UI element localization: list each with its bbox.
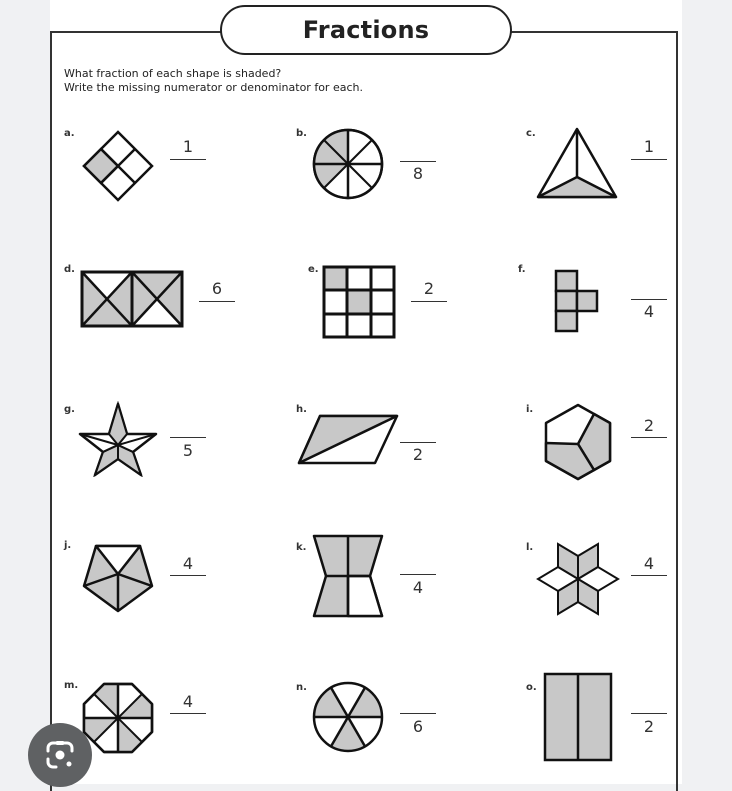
denominator: 8 <box>412 164 424 183</box>
fraction-bar <box>400 574 436 575</box>
denominator: 2 <box>643 717 655 736</box>
denominator: 2 <box>412 445 424 464</box>
denominator: 5 <box>182 441 194 460</box>
fraction-bar <box>170 575 206 576</box>
fraction-bar <box>631 713 667 714</box>
fraction-bar <box>199 301 235 302</box>
fraction-c <box>631 138 667 188</box>
circle-8-sectors-shape <box>312 128 384 200</box>
rectangle-2-halves-shape <box>543 672 613 762</box>
fraction-g <box>170 420 206 470</box>
numerator: 1 <box>182 137 194 156</box>
six-point-star-shape <box>536 542 620 616</box>
fraction-l <box>631 555 667 605</box>
octagon-8-parts-shape <box>82 682 154 754</box>
two-squares-8-triangles-shape <box>80 270 184 328</box>
item-label-g: g. <box>64 404 75 415</box>
item-label-i: i. <box>526 404 534 415</box>
fraction-m <box>170 693 206 743</box>
fraction-n <box>400 696 436 746</box>
fraction-bar <box>631 575 667 576</box>
fraction-bar <box>400 442 436 443</box>
item-label-f: f. <box>518 264 526 275</box>
instructions <box>64 67 363 95</box>
pentagon-5-triangles-shape <box>82 544 154 614</box>
numerator: 4 <box>643 554 655 573</box>
item-label-e: e. <box>308 264 319 275</box>
item-label-d: d. <box>64 264 75 275</box>
item-label-m: m. <box>64 680 79 691</box>
numerator: 2 <box>643 416 655 435</box>
hourglass-4-parts-shape <box>312 534 384 618</box>
item-label-j: j. <box>64 540 72 551</box>
denominator: 4 <box>643 302 655 321</box>
grid-3x3-shape <box>322 265 396 339</box>
instruction-line-2: Write the missing numerator or denominator for each. <box>64 81 363 94</box>
numerator: 4 <box>182 554 194 573</box>
item-label-a: a. <box>64 128 75 139</box>
fraction-d <box>199 280 235 330</box>
google-lens-icon <box>42 737 78 773</box>
diamond-4-parts-shape <box>82 130 154 202</box>
star-5-rhombi-shape <box>78 401 158 477</box>
worksheet-title: Fractions <box>220 5 512 55</box>
fraction-bar <box>170 437 206 438</box>
fraction-o <box>631 698 667 748</box>
fraction-e <box>411 280 447 330</box>
fraction-bar <box>631 437 667 438</box>
item-label-b: b. <box>296 128 307 139</box>
fraction-bar <box>170 159 206 160</box>
fraction-bar <box>400 161 436 162</box>
t-shape-4-squares-shape <box>554 269 600 333</box>
lens-search-button[interactable] <box>28 723 92 787</box>
fraction-i <box>631 417 667 467</box>
hexagon-3-parts-shape <box>544 403 612 481</box>
fraction-bar <box>411 301 447 302</box>
numerator: 4 <box>182 692 194 711</box>
fraction-bar <box>631 299 667 300</box>
circle-6-sectors-shape <box>312 681 384 753</box>
fraction-k <box>400 568 436 618</box>
instruction-line-1: What fraction of each shape is shaded? <box>64 67 282 80</box>
item-label-k: k. <box>296 542 307 553</box>
parallelogram-2-triangles-shape <box>297 414 399 466</box>
triangle-3-parts-shape <box>535 126 619 200</box>
item-label-n: n. <box>296 682 307 693</box>
numerator: 6 <box>211 279 223 298</box>
denominator: 6 <box>412 717 424 736</box>
numerator: 2 <box>423 279 435 298</box>
fraction-bar <box>170 713 206 714</box>
fraction-b <box>400 140 436 190</box>
item-label-l: l. <box>526 542 534 553</box>
numerator: 1 <box>643 137 655 156</box>
fraction-j <box>170 555 206 605</box>
fraction-bar <box>631 159 667 160</box>
fraction-h <box>400 425 436 475</box>
fraction-a <box>170 138 206 188</box>
item-label-o: o. <box>526 682 537 693</box>
fraction-bar <box>400 713 436 714</box>
item-label-h: h. <box>296 404 307 415</box>
item-label-c: c. <box>526 128 536 139</box>
fraction-f <box>631 284 667 334</box>
denominator: 4 <box>412 578 424 597</box>
